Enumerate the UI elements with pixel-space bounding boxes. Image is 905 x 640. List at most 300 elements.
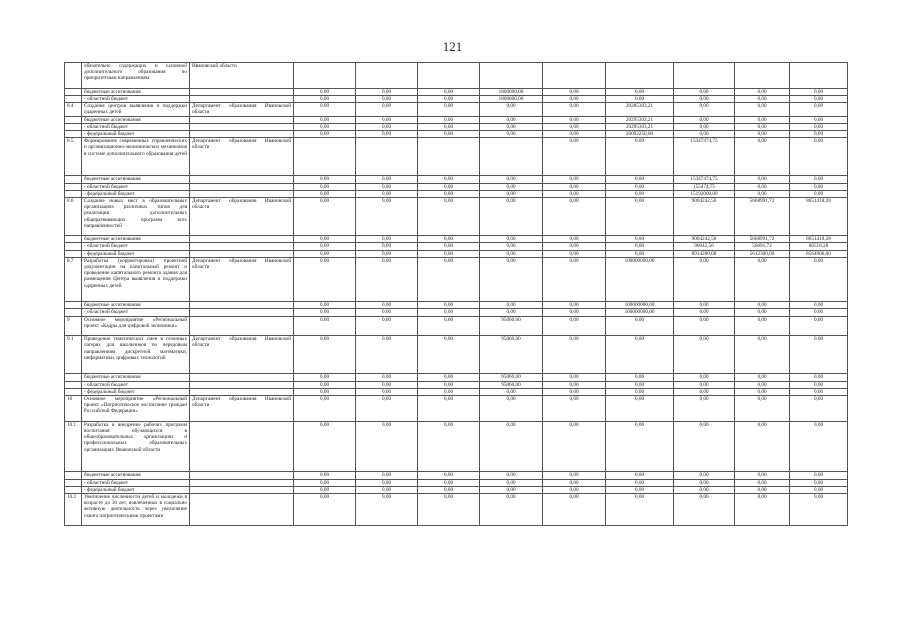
row-value-6: 0,00 — [606, 479, 674, 486]
row-value-9: 0,00 — [790, 479, 848, 486]
table-row — [65, 116, 848, 123]
row-value-1: 0,00 — [294, 257, 356, 301]
row-code — [65, 131, 82, 138]
row-code: 10.1 — [65, 421, 82, 472]
row-value-3: 0,00 — [418, 302, 480, 309]
row-value-9: 0,00 — [790, 103, 848, 116]
row-value-3: 0,00 — [418, 116, 480, 123]
row-value-3: 0,00 — [418, 183, 480, 190]
row-value-5: 0,00 — [543, 250, 606, 257]
row-executor — [190, 421, 294, 472]
row-value-5: 0,00 — [543, 116, 606, 123]
row-executor: Департамент образования Ивановской области — [190, 396, 294, 422]
row-value-1 — [294, 138, 356, 176]
row-value-5: 0,00 — [543, 486, 606, 493]
row-value-4: 95060,00 — [480, 374, 543, 381]
row-value-3: 0,00 — [418, 190, 480, 197]
row-value-4: 95060,00 — [480, 381, 543, 388]
row-value-5: 0,00 — [543, 103, 606, 116]
row-value-6 — [606, 63, 674, 89]
table-row — [65, 486, 848, 493]
row-name: Создание центров выявления и поддержки одаренных детей — [82, 103, 190, 116]
row-code — [65, 250, 82, 257]
row-value-5 — [543, 63, 606, 89]
row-executor — [190, 88, 294, 95]
row-executor — [190, 472, 294, 479]
table-row — [65, 176, 848, 183]
row-value-9: 0,00 — [790, 116, 848, 123]
table-row — [65, 479, 848, 486]
row-executor: Департамент образования Ивановской области — [190, 336, 294, 374]
row-executor: Департамент образования Ивановской области — [190, 257, 294, 301]
row-executor — [190, 479, 294, 486]
row-value-5: 0,00 — [543, 131, 606, 138]
row-value-7: 0,00 — [674, 116, 735, 123]
row-value-3: 0,00 — [418, 421, 480, 472]
row-value-1: 0,00 — [294, 123, 356, 130]
row-executor — [190, 388, 294, 395]
row-code — [65, 88, 82, 95]
page-number: 121 — [442, 39, 463, 54]
row-value-3: 0,00 — [418, 336, 480, 374]
row-executor — [190, 309, 294, 316]
row-executor — [190, 302, 294, 309]
table-row — [65, 381, 848, 388]
row-value-5: 0,00 — [543, 374, 606, 381]
table-row — [65, 250, 848, 257]
row-value-1: 0,00 — [294, 103, 356, 116]
row-value-9: 0,00 — [790, 88, 848, 95]
row-value-5: 0,00 — [543, 198, 606, 236]
row-value-6: 0,00 — [606, 96, 674, 103]
row-value-1: 0,00 — [294, 131, 356, 138]
row-value-4: 0,00 — [480, 116, 543, 123]
row-value-9: 0,00 — [790, 486, 848, 493]
row-value-3: 0,00 — [418, 96, 480, 103]
row-value-6: 0,00 — [606, 421, 674, 472]
row-value-2: 0,00 — [356, 479, 418, 486]
row-value-8: 0,00 — [735, 183, 790, 190]
table-row — [65, 302, 848, 309]
row-value-5: 0,00 — [543, 388, 606, 395]
row-value-6: 0,00 — [606, 486, 674, 493]
budget-table — [64, 62, 848, 526]
row-value-7: 15192000,00 — [674, 190, 735, 197]
row-code — [65, 243, 82, 250]
row-name: бюджетные ассигнования — [82, 236, 190, 243]
row-value-3: 0,00 — [418, 176, 480, 183]
row-value-3 — [418, 63, 480, 89]
row-value-5: 0,00 — [543, 243, 606, 250]
row-value-7: 0,00 — [674, 472, 735, 479]
table-row — [65, 309, 848, 316]
table-row — [65, 421, 848, 472]
row-name: бюджетные ассигнования — [82, 116, 190, 123]
table-row — [65, 198, 848, 236]
row-name: - областной бюджет — [82, 243, 190, 250]
row-code — [65, 302, 82, 309]
row-name: - областной бюджет — [82, 123, 190, 130]
row-value-8: 0,00 — [735, 494, 790, 526]
row-code — [65, 309, 82, 316]
row-value-9: 86518,28 — [790, 243, 848, 250]
row-value-7: 0,00 — [674, 396, 735, 422]
row-value-4: 0,00 — [480, 479, 543, 486]
table-row — [65, 494, 848, 526]
row-value-7: 0,00 — [674, 96, 735, 103]
table-row — [65, 374, 848, 381]
row-code: 8.4 — [65, 103, 82, 116]
row-value-4: 0,00 — [480, 131, 543, 138]
row-code — [65, 176, 82, 183]
row-value-4: 0,00 — [480, 243, 543, 250]
row-value-5: 0,00 — [543, 472, 606, 479]
row-value-6: 0,00 — [606, 176, 674, 183]
row-value-4: 0,00 — [480, 250, 543, 257]
row-value-2: 0,00 — [356, 494, 418, 526]
row-value-3: 0,00 — [418, 374, 480, 381]
row-value-2: 0,00 — [356, 183, 418, 190]
row-value-8: 0,00 — [735, 396, 790, 422]
row-value-3: 0,00 — [418, 388, 480, 395]
row-value-2: 0,00 — [356, 243, 418, 250]
row-value-5: 0,00 — [543, 316, 606, 336]
row-value-1: 0,00 — [294, 421, 356, 472]
row-value-8: 0,00 — [735, 176, 790, 183]
row-value-3: 0,00 — [418, 198, 480, 236]
row-value-6: 0,00 — [606, 198, 674, 236]
row-value-7: 15347474,75 — [674, 138, 735, 176]
row-value-3: 0,00 — [418, 316, 480, 336]
row-value-2: 0,00 — [356, 486, 418, 493]
row-value-7: 90042,56 — [674, 243, 735, 250]
row-value-9: 0,00 — [790, 388, 848, 395]
row-value-8: 0,00 — [735, 257, 790, 301]
row-value-7: 0,00 — [674, 309, 735, 316]
table-row — [65, 138, 848, 176]
row-value-6: 0,00 — [606, 388, 674, 395]
row-value-8: 0,00 — [735, 190, 790, 197]
row-value-8: 5612300,00 — [735, 250, 790, 257]
row-executor — [190, 176, 294, 183]
row-value-2: 0,00 — [356, 96, 418, 103]
row-value-9: 0,00 — [790, 336, 848, 374]
row-value-5: 0,00 — [543, 257, 606, 301]
row-code — [65, 472, 82, 479]
table-row — [65, 183, 848, 190]
row-value-6: 0,00 — [606, 88, 674, 95]
row-value-8: 5668991,72 — [735, 198, 790, 236]
row-value-4: 0,00 — [480, 103, 543, 116]
row-value-5: 0,00 — [543, 336, 606, 374]
row-name: Разработка (корректировка) проектной документации на капитальный ремонт и проведение капитального ремонта здания для размещения Центра выявления и поддержки одаренных детей — [82, 257, 190, 301]
row-name: - федеральный бюджет — [82, 190, 190, 197]
row-value-6: 100000000,00 — [606, 309, 674, 316]
row-code — [65, 381, 82, 388]
row-value-6: 20285303,21 — [606, 103, 674, 116]
table-row — [65, 123, 848, 130]
row-executor — [190, 116, 294, 123]
table-row — [65, 316, 848, 336]
row-value-9: 0,00 — [790, 381, 848, 388]
row-code — [65, 190, 82, 197]
row-value-9: 0,00 — [790, 96, 848, 103]
row-value-5: 0,00 — [543, 138, 606, 176]
row-value-3: 0,00 — [418, 236, 480, 243]
row-value-3: 0,00 — [418, 88, 480, 95]
row-value-3: 0,00 — [418, 486, 480, 493]
row-value-4: 0,00 — [480, 472, 543, 479]
row-value-4: 95060,00 — [480, 336, 543, 374]
row-value-3: 0,00 — [418, 309, 480, 316]
row-value-2: 0,00 — [356, 88, 418, 95]
row-value-1: 0,00 — [294, 479, 356, 486]
row-name: - областной бюджет — [82, 309, 190, 316]
row-value-5: 0,00 — [543, 381, 606, 388]
row-executor — [190, 243, 294, 250]
row-value-4: 0,00 — [480, 198, 543, 236]
row-value-9: 0,00 — [790, 190, 848, 197]
row-value-8: 0,00 — [735, 309, 790, 316]
row-value-9: 0,00 — [790, 131, 848, 138]
row-value-4: 0,00 — [480, 396, 543, 422]
row-code: 9.1 — [65, 336, 82, 374]
row-value-1: 0,00 — [294, 336, 356, 374]
row-name: бюджетные ассигнования — [82, 472, 190, 479]
row-value-9: 8564900,00 — [790, 250, 848, 257]
row-code — [65, 96, 82, 103]
row-name: - федеральный бюджет — [82, 388, 190, 395]
table-row — [65, 190, 848, 197]
row-value-6: 0,00 — [606, 381, 674, 388]
row-value-5: 0,00 — [543, 123, 606, 130]
row-value-7: 15347474,75 — [674, 176, 735, 183]
row-value-2: 0,00 — [356, 302, 418, 309]
row-value-6: 20295303,21 — [606, 116, 674, 123]
row-value-2: 0,00 — [356, 396, 418, 422]
row-value-7: 8914200,00 — [674, 250, 735, 257]
row-value-2: 0,00 — [356, 250, 418, 257]
row-value-1: 0,00 — [294, 396, 356, 422]
row-executor — [190, 250, 294, 257]
row-value-1: 0,00 — [294, 374, 356, 381]
table-row — [65, 63, 848, 89]
row-value-9: 0,00 — [790, 123, 848, 130]
row-value-2 — [356, 63, 418, 89]
row-executor — [190, 374, 294, 381]
row-name: - федеральный бюджет — [82, 250, 190, 257]
row-code: 10.2 — [65, 494, 82, 526]
row-value-9: 0,00 — [790, 421, 848, 472]
row-executor — [190, 236, 294, 243]
row-executor: Департамент образования Ивановской области — [190, 138, 294, 176]
row-value-7: 0,00 — [674, 381, 735, 388]
row-value-8: 0,00 — [735, 131, 790, 138]
row-value-2: 0,00 — [356, 236, 418, 243]
table-row — [65, 236, 848, 243]
row-value-9: 0,00 — [790, 396, 848, 422]
row-value-6: 0,00 — [606, 336, 674, 374]
row-value-5: 0,00 — [543, 396, 606, 422]
row-value-2 — [356, 138, 418, 176]
table-row — [65, 396, 848, 422]
row-value-6: 0,00 — [606, 250, 674, 257]
row-value-7: 0,00 — [674, 88, 735, 95]
row-value-8: 0,00 — [735, 116, 790, 123]
table-row — [65, 472, 848, 479]
row-executor: Департамент образования Ивановской области — [190, 198, 294, 236]
row-value-6: 100000000,00 — [606, 302, 674, 309]
row-value-8: 0,00 — [735, 486, 790, 493]
row-value-8: 0,00 — [735, 123, 790, 130]
row-value-4: 0,00 — [480, 309, 543, 316]
row-value-7: 9004242,56 — [674, 198, 735, 236]
row-value-3 — [418, 138, 480, 176]
row-value-8: 0,00 — [735, 479, 790, 486]
row-value-8: 56691,72 — [735, 243, 790, 250]
table-row — [65, 88, 848, 95]
row-name: - областной бюджет — [82, 183, 190, 190]
row-executor — [190, 316, 294, 336]
row-value-5: 0,00 — [543, 494, 606, 526]
row-value-3: 0,00 — [418, 250, 480, 257]
row-value-9: 0,00 — [790, 302, 848, 309]
row-value-1: 0,00 — [294, 198, 356, 236]
table-row — [65, 131, 848, 138]
row-value-5: 0,00 — [543, 190, 606, 197]
row-value-4: 0,00 — [480, 421, 543, 472]
row-value-9: 0,00 — [790, 316, 848, 336]
table-row — [65, 96, 848, 103]
row-value-9: 0,00 — [790, 183, 848, 190]
row-value-1: 0,00 — [294, 176, 356, 183]
table-row — [65, 388, 848, 395]
row-executor — [190, 190, 294, 197]
row-name: Создание новых мест в образовательных организациях различных типов для реализации дополнительных общеразвивающих программ всех направленностей — [82, 198, 190, 236]
row-value-8: 0,00 — [735, 302, 790, 309]
row-value-7: 0,00 — [674, 486, 735, 493]
row-value-9: 0,00 — [790, 309, 848, 316]
row-value-3: 0,00 — [418, 131, 480, 138]
row-value-9: 0,00 — [790, 374, 848, 381]
row-value-2: 0,00 — [356, 198, 418, 236]
row-name: бюджетные ассигнования — [82, 302, 190, 309]
row-value-5: 0,00 — [543, 88, 606, 95]
row-executor — [190, 183, 294, 190]
row-value-5: 0,00 — [543, 309, 606, 316]
row-value-1: 0,00 — [294, 388, 356, 395]
row-name: Увеличение численности детей и молодежи в возрасте до 30 лет, вовлеченных в социально активную деятельность через увеличение охвата патриотическими проектами — [82, 494, 190, 526]
row-value-2: 0,00 — [356, 176, 418, 183]
row-executor — [190, 381, 294, 388]
row-value-4: 0,00 — [480, 302, 543, 309]
row-value-6: 20295303,21 — [606, 123, 674, 130]
row-executor — [190, 96, 294, 103]
row-value-1: 0,00 — [294, 190, 356, 197]
row-executor — [190, 486, 294, 493]
row-value-3: 0,00 — [418, 396, 480, 422]
row-value-6: 0,00 — [606, 190, 674, 197]
row-value-4: 95060,00 — [480, 316, 543, 336]
row-executor: Ивановской области — [190, 63, 294, 89]
row-code — [65, 236, 82, 243]
row-code — [65, 123, 82, 130]
row-code — [65, 374, 82, 381]
row-code — [65, 479, 82, 486]
row-value-8: 0,00 — [735, 138, 790, 176]
row-value-9: 8651418,28 — [790, 236, 848, 243]
row-value-4: 0,00 — [480, 123, 543, 130]
row-value-6: 0,00 — [606, 236, 674, 243]
row-value-5: 0,00 — [543, 96, 606, 103]
row-value-7: 0,00 — [674, 388, 735, 395]
row-value-8: 0,00 — [735, 316, 790, 336]
row-executor — [190, 494, 294, 526]
row-value-3: 0,00 — [418, 381, 480, 388]
row-value-1: 0,00 — [294, 243, 356, 250]
row-executor — [190, 123, 294, 130]
row-value-4: 0,00 — [480, 183, 543, 190]
row-value-2: 0,00 — [356, 103, 418, 116]
row-name: - федеральный бюджет — [82, 131, 190, 138]
row-value-4: 0,00 — [480, 236, 543, 243]
row-value-6: 20092250,00 — [606, 131, 674, 138]
row-value-5: 0,00 — [543, 236, 606, 243]
row-value-8: 0,00 — [735, 103, 790, 116]
row-value-4: 0,00 — [480, 494, 543, 526]
row-value-2: 0,00 — [356, 309, 418, 316]
row-code — [65, 183, 82, 190]
row-value-4: 0,00 — [480, 257, 543, 301]
row-value-7 — [674, 63, 735, 89]
row-value-8: 0,00 — [735, 421, 790, 472]
row-name: бюджетные ассигнования — [82, 176, 190, 183]
row-value-2: 0,00 — [356, 123, 418, 130]
row-value-7: 0,00 — [674, 374, 735, 381]
row-name: Основное мероприятие «Региональный проект «Кадры для цифровой экономики» — [82, 316, 190, 336]
table-row — [65, 103, 848, 116]
row-value-1: 0,00 — [294, 309, 356, 316]
row-value-8: 0,00 — [735, 388, 790, 395]
row-code — [65, 63, 82, 89]
table-row — [65, 336, 848, 374]
row-value-7: 0,00 — [674, 302, 735, 309]
row-value-1: 0,00 — [294, 381, 356, 388]
row-value-5: 0,00 — [543, 302, 606, 309]
row-value-2: 0,00 — [356, 374, 418, 381]
table-row — [65, 257, 848, 301]
row-value-7: 0,00 — [674, 123, 735, 130]
row-value-4: 0,00 — [480, 388, 543, 395]
row-value-2: 0,00 — [356, 421, 418, 472]
row-name: - областной бюджет — [82, 96, 190, 103]
row-code — [65, 388, 82, 395]
row-name: бюджетные ассигнования — [82, 374, 190, 381]
row-executor: Департамент образования Ивановской области — [190, 103, 294, 116]
row-value-4: 0,00 — [480, 486, 543, 493]
row-value-2: 0,00 — [356, 131, 418, 138]
row-value-7: 0,00 — [674, 316, 735, 336]
row-value-8: 0,00 — [735, 336, 790, 374]
row-value-4: 1800000,00 — [480, 88, 543, 95]
row-value-7: 0,00 — [674, 336, 735, 374]
row-code: 9 — [65, 316, 82, 336]
row-value-2: 0,00 — [356, 257, 418, 301]
row-value-1: 0,00 — [294, 472, 356, 479]
row-value-4 — [480, 138, 543, 176]
row-value-1: 0,00 — [294, 494, 356, 526]
row-value-3: 0,00 — [418, 472, 480, 479]
